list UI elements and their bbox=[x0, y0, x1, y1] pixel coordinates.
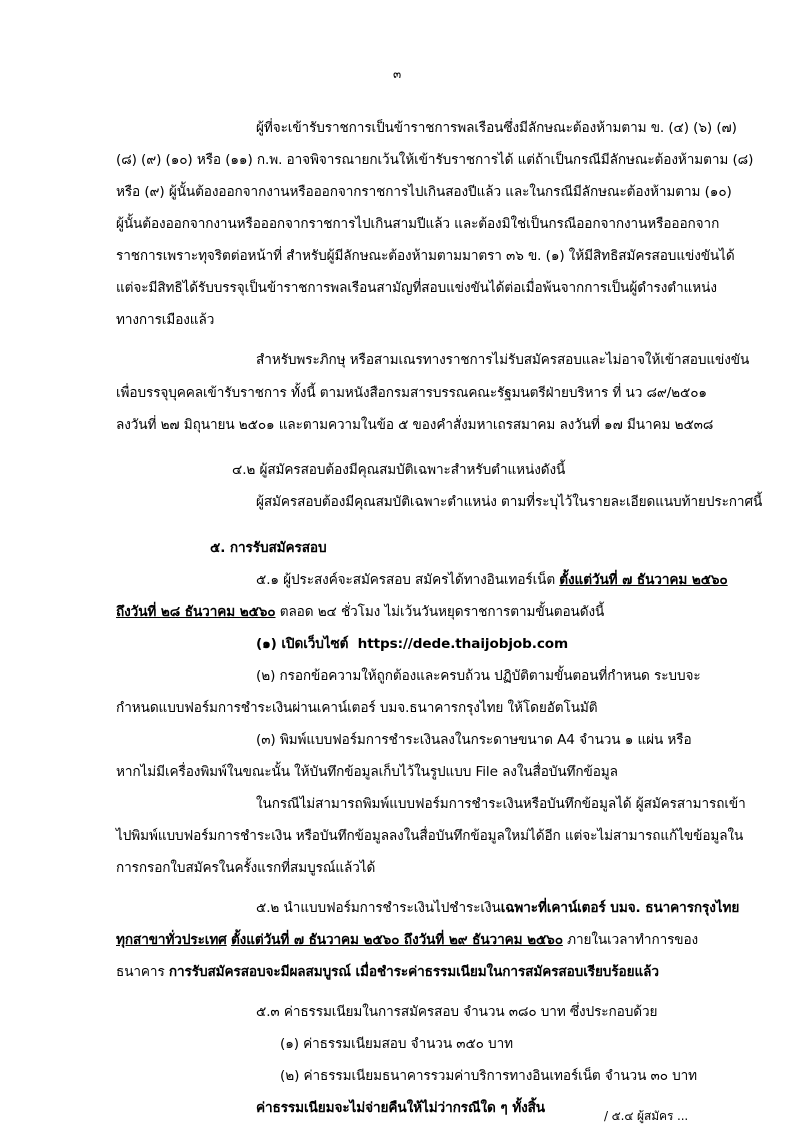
step-3-line2: หากไม่มีเครื่องพิมพ์ในขณะนั้น ให้บันทึกข้อมูลเก็บไว้ในรูปแบบ File ลงในสื่อบันทึกข้อมูล bbox=[116, 764, 618, 780]
section-5-2-line1 bbox=[256, 898, 739, 918]
section-5-1-line1 bbox=[256, 570, 728, 590]
section-5-2-line2 bbox=[116, 930, 698, 950]
section-5-heading: ๕. การรับสมัครสอบ bbox=[210, 540, 327, 556]
step-2-line2: กำหนดแบบฟอร์มการชำระเงินผ่านเคาน์เตอร์ บมจ.ธนาคารกรุงไทย ให้โดยอัตโนมัติ bbox=[116, 700, 598, 716]
section-5-2-bank: ธนาคาร bbox=[116, 964, 169, 980]
registration-complete-note: การรับสมัครสอบจะมีผลสมบูรณ์ เมื่อชำระค่าธรรมเนียมในการสมัครสอบเรียบร้อยแล้ว bbox=[168, 964, 659, 980]
para2-line2: เพื่อบรรจุบุคคลเข้ารับราชการ ทั้งนี้ ตามหนังสือกรมสารบรรณคณะรัฐมนตรีฝ่ายบริหาร ที่ นว ๘๙/๒๕๐๑ bbox=[116, 385, 707, 401]
section-5-2-text: ๕.๒ นำแบบฟอร์มการชำระเงินไปชำระเงิน bbox=[256, 900, 501, 916]
step-1-label: (๑) เปิดเว็บไซต์ bbox=[256, 636, 349, 652]
section-4-2-body: ผู้สมัครสอบต้องมีคุณสมบัติเฉพาะตำแหน่ง ตามที่ระบุไว้ในรายละเอียดแนบท้ายประกาศนี้ bbox=[256, 494, 763, 510]
para2-line1: สำหรับพระภิกษุ หรือสามเณรทางราชการไม่รับสมัครสอบและไม่อาจให้เข้าสอบแข่งขัน bbox=[256, 352, 750, 368]
note-line3: การกรอกใบสมัครในครั้งแรกที่สมบูรณ์แล้วได้ bbox=[116, 860, 376, 876]
step-2-line1: (๒) กรอกข้อความให้ถูกต้องและครบถ้วน ปฏิบัติตามขั้นตอนที่กำหนด ระบบจะ bbox=[256, 668, 701, 684]
para1-line1: ผู้ที่จะเข้ารับราชการเป็นข้าราชการพลเรือนซึ่งมีลักษณะต้องห้ามตาม ข. (๔) (๖) (๗) bbox=[256, 120, 737, 136]
para1-line3: หรือ (๙) ผู้นั้นต้องออกจากงานหรือออกจากราชการไปเกินสองปีแล้ว และในกรณีมีลักษณะต้องห้ามตาม (๑๐) bbox=[116, 184, 732, 200]
all-branches: ทุกสาขาทั่วประเทศ bbox=[116, 932, 227, 948]
note-line1: ในกรณีไม่สามารถพิมพ์แบบฟอร์มการชำระเงินหรือบันทึกข้อมูลได้ ผู้สมัครสามารถเข้า bbox=[256, 796, 746, 812]
section-5-1-line2 bbox=[116, 602, 604, 622]
para1-line7: ทางการเมืองแล้ว bbox=[116, 312, 215, 328]
para1-line5: ราชการเพราะทุจริตต่อหน้าที่ สำหรับผู้มีลักษณะต้องห้ามตามมาตรา ๓๖ ข. (๑) ให้มีสิทธิสมัครสอบแข่งขันได้ bbox=[116, 248, 735, 264]
para1-line6: แต่จะมีสิทธิได้รับบรรจุเป็นข้าราชการพลเรือนสามัญที่สอบแข่งขันได้ต่อเมื่อพ้นจากการเป็นผู้ดำรงตำแหน่ง bbox=[116, 280, 717, 296]
registration-start-date: ตั้งแต่วันที่ ๗ ธันวาคม ๒๕๖๐ bbox=[559, 572, 728, 588]
section-4-2-heading: ๔.๒ ผู้สมัครสอบต้องมีคุณสมบัติเฉพาะสำหรับตำแหน่งดังนี้ bbox=[232, 462, 566, 478]
section-5-1-text: ๕.๑ ผู้ประสงค์จะสมัครสอบ สมัครได้ทางอินเทอร์เน็ต bbox=[256, 572, 560, 588]
website-url[interactable]: https://dede.thaijobjob.com bbox=[357, 636, 569, 652]
no-refund-note: ค่าธรรมเนียมจะไม่จ่ายคืนให้ไม่ว่ากรณีใด ๆ ทั้งสิ้น bbox=[256, 1100, 545, 1116]
payment-period: ตั้งแต่วันที่ ๗ ธันวาคม ๒๕๖๐ ถึงวันที่ ๒๙ ธันวาคม ๒๕๖๐ bbox=[230, 932, 563, 948]
section-5-3-line: ๕.๓ ค่าธรรมเนียมในการสมัครสอบ จำนวน ๓๘๐ บาท ซึ่งประกอบด้วย bbox=[256, 1004, 658, 1020]
section-5-1-text-rest: ตลอด ๒๔ ชั่วโมง ไม่เว้นวันหยุดราชการตามขั้นตอนดังนี้ bbox=[275, 604, 605, 620]
fee-item-1: (๑) ค่าธรรมเนียมสอบ จำนวน ๓๕๐ บาท bbox=[280, 1036, 513, 1052]
section-5-2-text-rest: ภายในเวลาทำการของ bbox=[562, 932, 699, 948]
para1-line4: ผู้นั้นต้องออกจากงานหรือออกจากราชการไปเกินสามปีแล้ว และต้องมิใช่เป็นกรณีออกจากงานหรือออกจาก bbox=[116, 216, 720, 232]
page-number: ๓ bbox=[393, 67, 402, 81]
registration-end-date: ถึงวันที่ ๒๘ ธันวาคม ๒๕๖๐ bbox=[116, 604, 276, 620]
payment-location: เฉพาะที่เคาน์เตอร์ บมจ. ธนาคารกรุงไทย bbox=[500, 900, 740, 916]
fee-item-2: (๒) ค่าธรรมเนียมธนาคารรวมค่าบริการทางอินเทอร์เน็ต จำนวน ๓๐ บาท bbox=[280, 1068, 698, 1084]
section-5-2-line3 bbox=[116, 962, 659, 982]
step-1-line bbox=[256, 634, 568, 654]
para1-line2: (๘) (๙) (๑๐) หรือ (๑๑) ก.พ. อาจพิจารณายกเว้นให้เข้ารับราชการได้ แต่ถ้าเป็นกรณีมีลักษณะต้องห้ามตาม (๘) bbox=[116, 152, 754, 168]
step-3-line1: (๓) พิมพ์แบบฟอร์มการชำระเงินลงในกระดาษขนาด A4 จำนวน ๑ แผ่น หรือ bbox=[256, 732, 692, 748]
note-line2: ไปพิมพ์แบบฟอร์มการชำระเงิน หรือบันทึกข้อมูลลงในสื่อบันทึกข้อมูลใหม่ได้อีก แต่จะไม่สามารถแก้ไขข้อมูลใน bbox=[116, 828, 744, 844]
para2-line3: ลงวันที่ ๒๗ มิถุนายน ๒๕๐๑ และตามความในข้อ ๕ ของคำสั่งมหาเถรสมาคม ลงวันที่ ๑๗ มีนาคม ๒๕๓๘ bbox=[116, 417, 714, 433]
footer-continuation: / ๕.๔ ผู้สมัคร ... bbox=[604, 1109, 689, 1123]
